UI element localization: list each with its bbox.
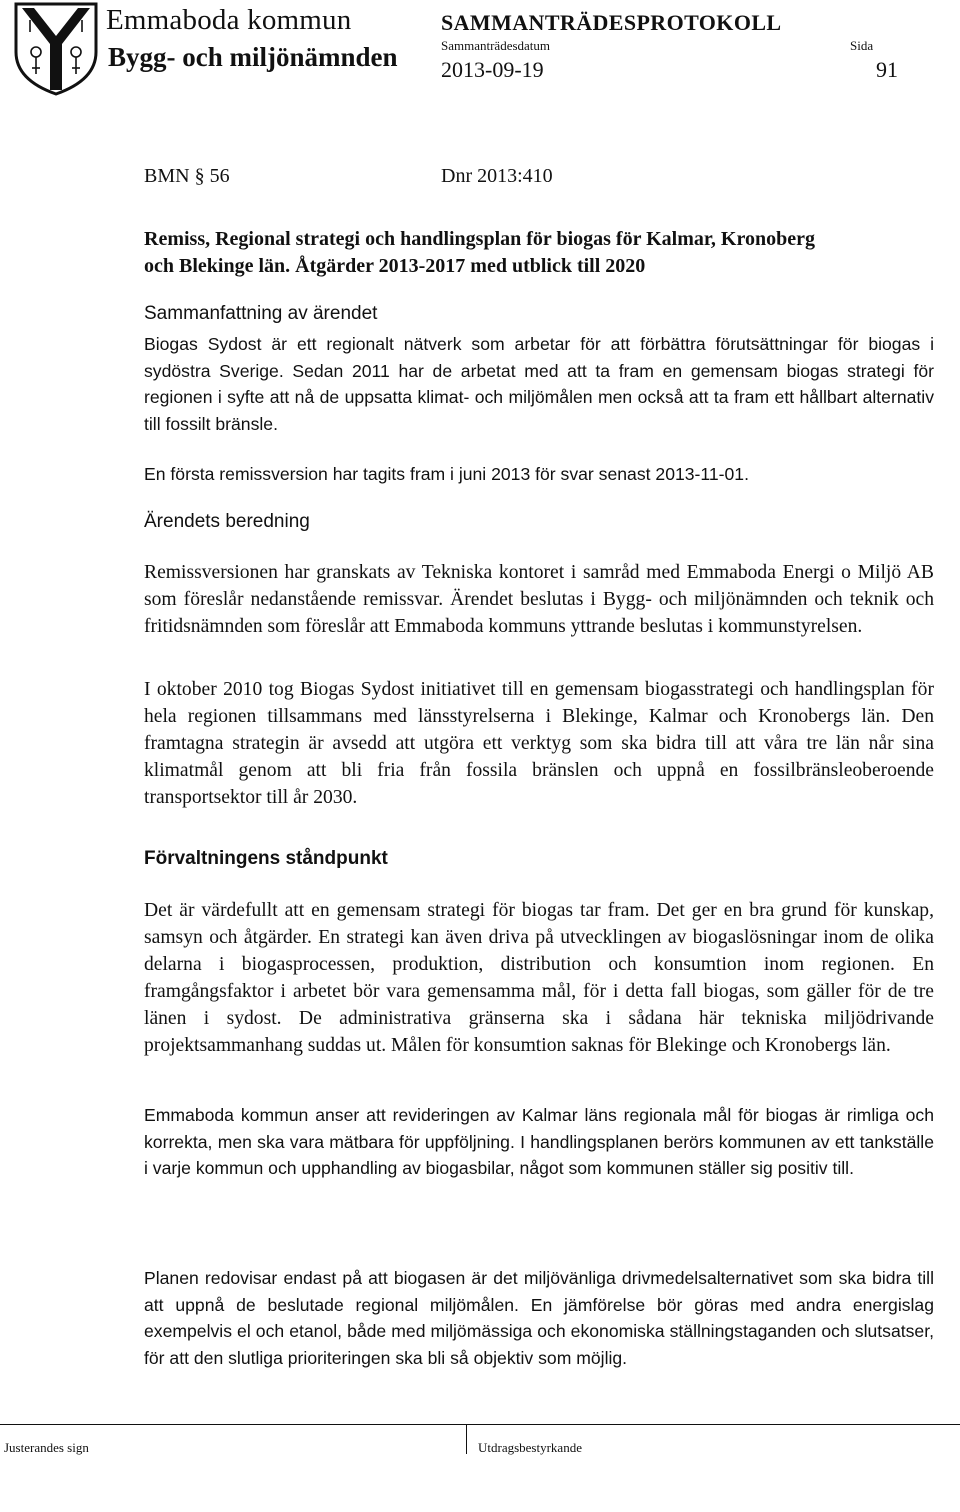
page-number: 91 bbox=[876, 57, 898, 82]
footer-divider bbox=[0, 1424, 960, 1425]
case-title bbox=[144, 226, 934, 280]
committee-name: Bygg- och miljönämnden bbox=[108, 42, 398, 72]
position-paragraph-2: Emmaboda kommun anser att revideringen av Kalmar läns regionala mål för biogas är rimliga och korrekta, men ska vara mätbara för uppföljning. I handlingsplanen berörs kommunen av ett tankställe i varje kommun och upphandling av biogasbilar, något som kommunen ställer sig positiv till. bbox=[144, 1105, 934, 1178]
summary-paragraph-1: Biogas Sydost är ett regionalt nätverk som arbetar för att förbättra förutsättningar för biogas i sydöstra Sverige. Sedan 2011 har de arbetat med att ta fram en gemensam biogas strategi för regionen i syfte att nå de uppsatta klimat- och miljömålen men också att ta fram ett hållbart alternativ till fossilt bränsle. bbox=[144, 334, 934, 434]
summary-heading: Sammanfattning av ärendet bbox=[144, 303, 378, 324]
meeting-date-label: Sammanträdesdatum bbox=[441, 38, 551, 53]
municipality-name: Emmaboda kommun bbox=[106, 4, 352, 36]
case-title-line-2: och Blekinge län. Åtgärder 2013-2017 med utblick till 2020 bbox=[144, 255, 646, 277]
position-paragraph-3: Planen redovisar endast på att biogasen är det miljövänliga drivmedelsalternativet som ska bidra till att uppnå de beslutade regional miljömålen. En jämförelse bör göras med andra energislag exempelvis el och etanol, både med miljömässiga och ekonomiska ställningstaganden och slutsatser, för att den slutliga prioriteringen ska bli så objektiv som möjlig. bbox=[144, 1268, 934, 1368]
meeting-date: 2013-09-19 bbox=[441, 57, 544, 82]
position-paragraph-1: Det är värdefullt att en gemensam strategi för biogas tar fram. Det ger en bra grund för kunskap, samsyn och åtgärder. En strategi kan även driva på utvecklingen av biogaslösningar inom de olika delarna i biogasprocessen, produktion, distribution och konsumtion inom regionen. En framgångsfaktor i arbetet bör vara gemensamma mål, för i detta fall biogas, som gäller för de tre länen i sydost. De administrativa gränserna ska i sådana här tekniska miljödrivande projektsammanhang suddas ut. Målen för konsumtion saknas för Blekinge och Kronobergs län. bbox=[144, 900, 934, 1056]
footer-column-divider bbox=[466, 1424, 467, 1454]
preparation-paragraph-1: Remissversionen har granskats av Tekniska kontoret i samråd med Emmaboda Energi o Miljö AB som föreslår nedanstående remissvar. Ärendet beslutas i Bygg- och miljönämnden och teknik och fritidsnämnden som föreslår att Emmaboda kommuns yttrande beslutas i kommunstyrelsen. bbox=[144, 562, 934, 637]
position-heading: Förvaltningens ståndpunkt bbox=[144, 848, 388, 869]
adjuster-signature-label: Justerandes sign bbox=[4, 1440, 89, 1455]
preparation-paragraph-2: I oktober 2010 tog Biogas Sydost initiativet till en gemensam biogasstrategi och handlingsplan för hela regionen tillsammans med länsstyrelserna i Blekinge, Kalmar och Kronobergs län. Den framtagna strategin är avsedd att utgöra ett verktyg som ska bidra till att våra tre län når sina klimatmål genom att bli fria från fossila bränslen och uppnå en fossilbränsleoberoende transportsektor till år 2030. bbox=[144, 679, 934, 808]
extract-certification-label: Utdragsbestyrkande bbox=[478, 1440, 582, 1455]
preparation-heading: Ärendets beredning bbox=[144, 511, 310, 532]
summary-paragraph-2: En första remissversion har tagits fram i juni 2013 för svar senast 2013-11-01. bbox=[144, 464, 749, 484]
page-label: Sida bbox=[850, 38, 874, 53]
protocol-title: SAMMANTRÄDESPROTOKOLL bbox=[441, 10, 782, 35]
case-title-line-1: Remiss, Regional strategi och handlingsplan för biogas för Kalmar, Kronoberg bbox=[144, 228, 815, 250]
municipality-coat-of-arms-logo bbox=[12, 0, 100, 96]
case-paragraph-reference: BMN § 56 bbox=[144, 165, 230, 187]
case-diary-number: Dnr 2013:410 bbox=[441, 165, 553, 187]
